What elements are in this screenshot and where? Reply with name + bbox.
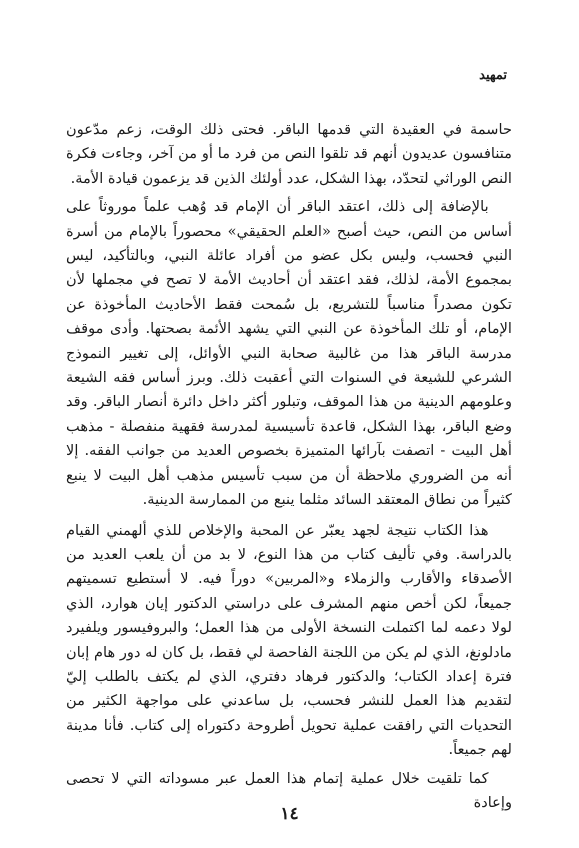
body-text (66, 118, 512, 815)
running-head: تمهيد (479, 68, 507, 83)
page-number: ١٤ (280, 804, 299, 824)
paragraph-1: حاسمة في العقيدة التي قدمها الباقر. فحتى ذلك الوقت، زعم مدّعون متنافسون عديدون أنهم قد تلقوا النص من فرد ما أو من آخر، وجاءت فكرة النص الوراثي لتحدّد، بهذا الشكل، عدد أولئك الذين قد يزعمون قيادة الأمة. (66, 121, 512, 187)
paragraph-3: هذا الكتاب نتيجة لجهد يعبّر عن المحبة والإخلاص للذي ألهمني القيام بالدراسة. وفي تأليف كتاب من هذا النوع، لا بد من أن يلعب العديد من الأصدقاء والأقارب والزملاء و«المربين» دوراً فيه. لا أستطيع تسميتهم جميعاً، لكن أخص منهم المشرف على دراستي الدكتور إيان هوارد، الذي لولا دعمه لما اكتملت النسخة الأولى من هذا العمل؛ والبروفيسور ويلفيرد مادلونغ، الذي لم يكن من اللجنة الفاحصة لي فقط، بل كان له دور هام إبان فترة إعداد الكتاب؛ والدكتور فرهاد دفتري، الذي لم يكتف بالطلب إليّ لتقديم هذا العمل للنشر فحسب، بل ساعدني على مواجهة الكثير من التحديات التي رافقت عملية تحويل أطروحة دكتوراه إلى كتاب. فأنا مدينة لهم جميعاً. (66, 521, 512, 759)
paragraph-4: كما تلقيت خلال عملية إتمام هذا العمل عبر مسوداته التي لا تحصى وإعادة (66, 769, 512, 811)
paragraph-2: بالإضافة إلى ذلك، اعتقد الباقر أن الإمام قد وُهب علماً موروثاً على أساس من النص، حيث أصبح «العلم الحقيقي» محصوراً بالإمام من أسرة النبي فحسب، وليس بكل عضو من أفراد عائلة النبي، وبالتأكيد، ليس بمجموع الأمة، لذلك، فقد اعتقد أن أحاديث الأمة لا تصح في مجملها لأن تكون مصدراً مناسباً للتشريع، بل سُمحت فقط الأحاديث المأخوذة عن الإمام، أو تلك المأخوذة عن النبي التي يشهد الأئمة بصحتها. وأدى موقف مدرسة الباقر هذا من غالبية صحابة النبي الأوائل، إلى تغيير النموذج الشرعي للشيعة في السنوات التي أعقبت ذلك. وبرز أساس فقه الشيعة وعلومهم الدينية من هذا الموقف، وتبلور أكثر داخل دائرة أنصار الباقر. وقد وضع الباقر، بهذا الشكل، قاعدة تأسيسية لمدرسة فقهية منفصلة - مذهب أهل البيت - اتصفت بآرائها المتميزة بخصوص العديد من جوانب الفقه. إلا أنه من الضروري ملاحظة أن من سبب تأسيس مذهب أهل البيت لا ينبع كثيراً من نطاق المعتقد السائد مثلما ينبع من الممارسة الدينية. (66, 198, 512, 509)
